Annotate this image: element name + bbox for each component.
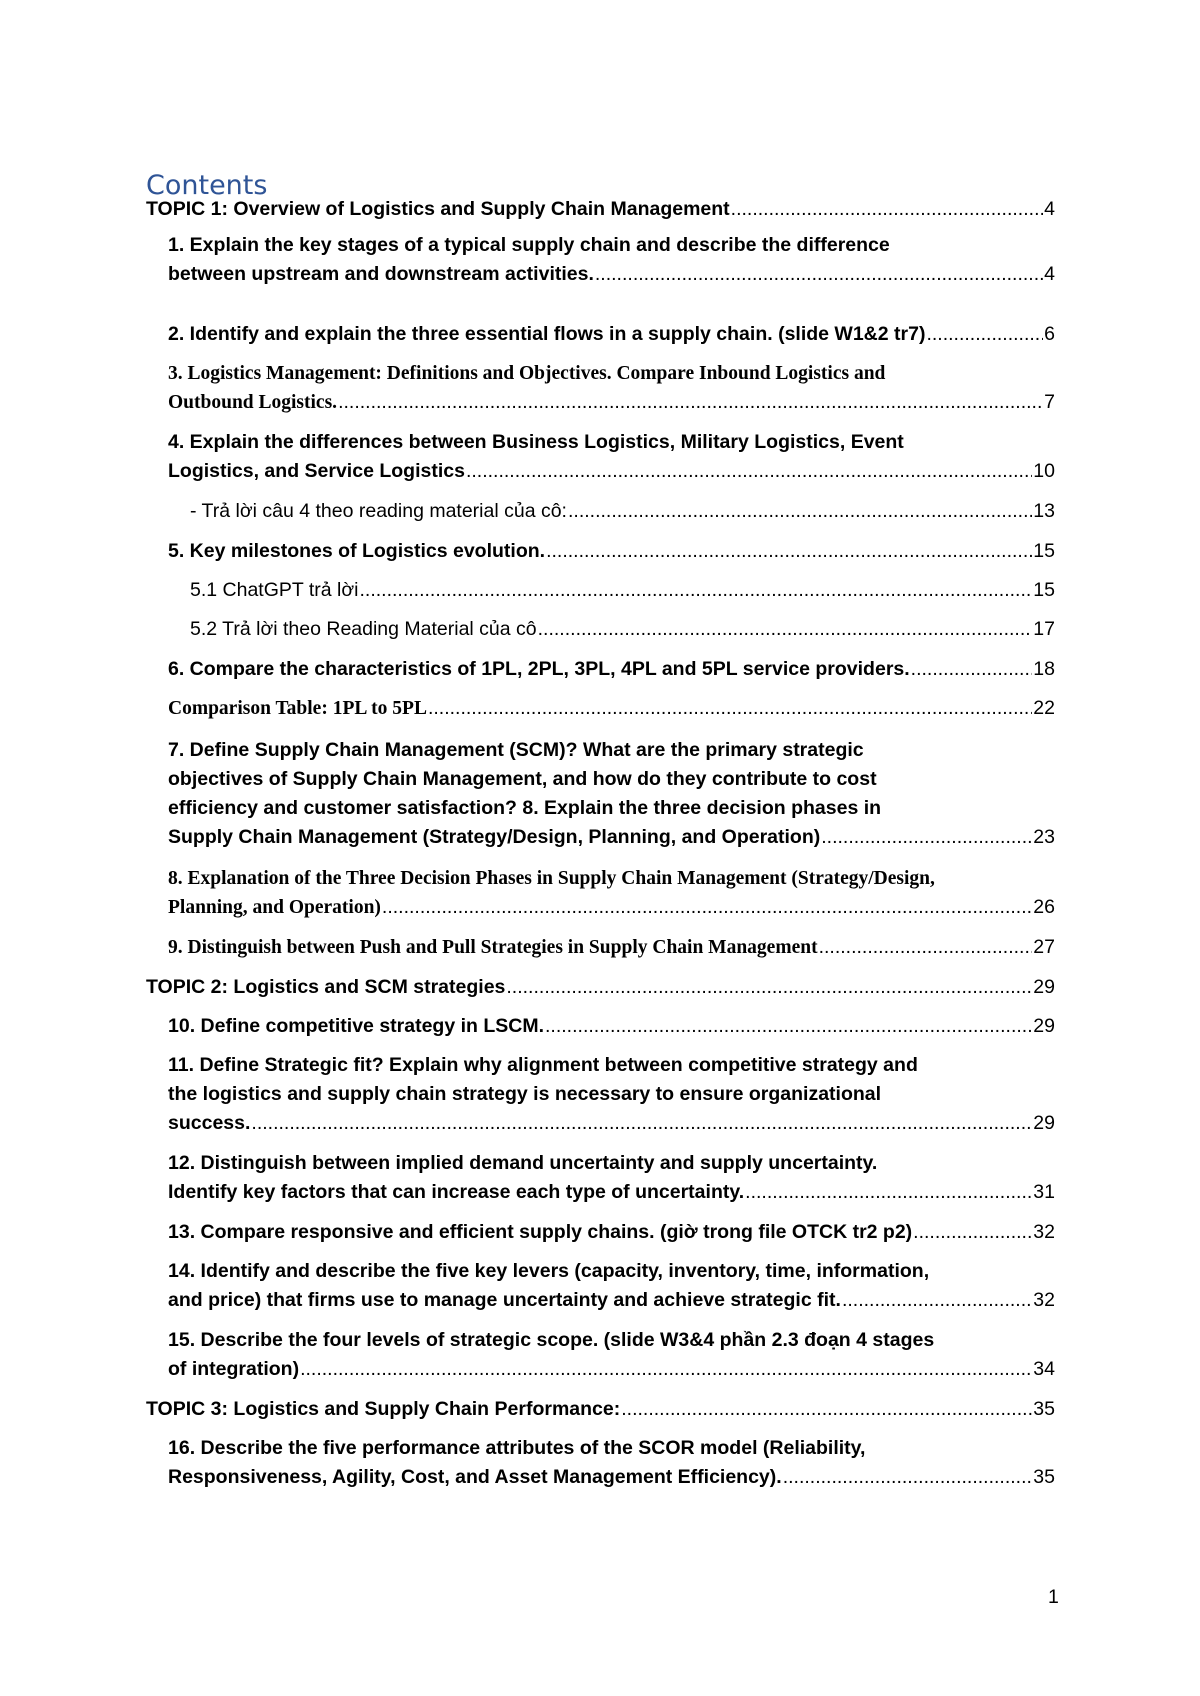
toc-page-number: 35 <box>1033 1398 1055 1420</box>
toc-entry-text: 9. Distinguish between Push and Pull Strategies in Supply Chain Management <box>168 937 818 958</box>
toc-entry-text: 12. Distinguish between implied demand uncertainty and supply uncertainty. <box>168 1152 878 1174</box>
toc-entry-16[interactable] <box>168 1434 1055 1492</box>
toc-entry-text: Logistics, and Service Logistics <box>168 460 465 482</box>
toc-entry-topic-3[interactable] <box>146 1395 1055 1424</box>
toc-entry-text: 1. Explain the key stages of a typical supply chain and describe the difference <box>168 234 890 256</box>
toc-page-number: 32 <box>1033 1221 1055 1243</box>
toc-leader-dots <box>819 933 1033 962</box>
toc-entry-12[interactable] <box>168 1149 1055 1207</box>
toc-leader-dots <box>382 893 1032 922</box>
toc-entry-text: Responsiveness, Agility, Cost, and Asset Management Efficiency). <box>168 1466 782 1488</box>
toc-leader-dots <box>568 497 1032 526</box>
toc-entry-text: 14. Identify and describe the five key levers (capacity, inventory, time, information, <box>168 1260 930 1282</box>
toc-leader-dots <box>428 694 1032 723</box>
toc-entry-text: Planning, and Operation) <box>168 897 381 918</box>
toc-entry-text: Identify key factors that can increase each type of uncertainty. <box>168 1181 745 1203</box>
toc-entry-text: TOPIC 3: Logistics and Supply Chain Performance: <box>146 1398 621 1420</box>
toc-leader-dots <box>783 1463 1033 1492</box>
toc-leader-dots <box>913 1218 1032 1247</box>
toc-leader-dots <box>506 973 1032 1002</box>
toc-entry-7[interactable] <box>168 736 1055 852</box>
toc-entry-text: 5.2 Trả lời theo Reading Material của cô <box>190 618 537 640</box>
toc-leader-dots <box>545 1012 1032 1041</box>
toc-entry-text: of integration) <box>168 1358 300 1380</box>
toc-leader-dots <box>338 388 1043 417</box>
toc-entry-15[interactable] <box>168 1326 1055 1384</box>
toc-entry-text: between upstream and downstream activities. <box>168 263 594 285</box>
toc-leader-dots <box>538 615 1033 644</box>
toc-leader-dots <box>621 1395 1032 1424</box>
toc-page-number: 22 <box>1033 697 1055 719</box>
toc-page-number: 29 <box>1033 1112 1055 1134</box>
toc-leader-dots <box>821 823 1032 852</box>
toc-entry-8[interactable] <box>168 864 1055 922</box>
toc-leader-dots <box>360 576 1033 605</box>
toc-page-number: 32 <box>1033 1289 1055 1311</box>
toc-entry-text: 15. Describe the four levels of strategic scope. (slide W3&4 phần 2.3 đoạn 4 stages <box>168 1329 935 1351</box>
toc-entry-text: 4. Explain the differences between Business Logistics, Military Logistics, Event <box>168 431 904 453</box>
toc-page-number: 29 <box>1033 976 1055 998</box>
toc-page-number: 34 <box>1033 1358 1055 1380</box>
toc-entry-text: 7. Define Supply Chain Management (SCM)? What are the primary strategic <box>168 739 864 761</box>
toc-page-number: 7 <box>1044 391 1055 413</box>
toc-entry-text: - Trả lời câu 4 theo reading material của cô: <box>190 500 567 522</box>
toc-entry-text: 11. Define Strategic fit? Explain why alignment between competitive strategy and <box>168 1054 918 1076</box>
toc-page-number: 15 <box>1033 540 1055 562</box>
toc-entry-1[interactable] <box>168 231 1055 289</box>
toc-entry-3[interactable] <box>168 359 1055 417</box>
toc-leader-dots <box>251 1109 1032 1138</box>
toc-entry-text: 10. Define competitive strategy in LSCM. <box>168 1015 545 1037</box>
toc-leader-dots <box>300 1355 1032 1384</box>
toc-entry-text: 6. Compare the characteristics of 1PL, 2PL, 3PL, 4PL and 5PL service providers. <box>168 658 910 680</box>
toc-entry-comparison-table[interactable] <box>168 694 1055 723</box>
toc-entry-14[interactable] <box>168 1257 1055 1315</box>
toc-entry-13[interactable] <box>168 1218 1055 1247</box>
toc-entry-6[interactable] <box>168 655 1055 684</box>
toc-entry-text: 5. Key milestones of Logistics evolution. <box>168 540 546 562</box>
toc-leader-dots <box>926 320 1043 349</box>
toc-entry-text: 3. Logistics Management: Definitions and Objectives. Compare Inbound Logistics and <box>168 363 886 384</box>
toc-entry-text: and price) that firms use to manage uncertainty and achieve strategic fit. <box>168 1289 841 1311</box>
toc-page-number: 18 <box>1033 658 1055 680</box>
toc-entry-text: Comparison Table: 1PL to 5PL <box>168 698 427 719</box>
toc-leader-dots <box>745 1178 1032 1207</box>
toc-page-number: 27 <box>1033 936 1055 958</box>
toc-leader-dots <box>911 655 1033 684</box>
toc-entry-text: success. <box>168 1112 251 1134</box>
toc-entry-5-2[interactable] <box>190 615 1055 644</box>
toc-page-number: 17 <box>1033 618 1055 640</box>
toc-page-number: 10 <box>1033 460 1055 482</box>
toc-leader-dots <box>842 1286 1032 1315</box>
toc-entry-text: 13. Compare responsive and efficient supply chains. (giờ trong file OTCK tr2 p2) <box>168 1221 913 1243</box>
toc-page-number: 4 <box>1044 263 1055 285</box>
toc-entry-5[interactable] <box>168 537 1055 566</box>
toc-page-number: 29 <box>1033 1015 1055 1037</box>
toc-entry-5-1[interactable] <box>190 576 1055 605</box>
toc-entry-4[interactable] <box>168 428 1055 486</box>
toc-entry-text: Outbound Logistics. <box>168 392 338 413</box>
toc-entry-topic-1[interactable] <box>146 195 1055 224</box>
toc-leader-dots <box>595 260 1043 289</box>
toc-entry-10[interactable] <box>168 1012 1055 1041</box>
toc-entry-text: TOPIC 2: Logistics and SCM strategies <box>146 976 506 998</box>
toc-entry-text: 16. Describe the five performance attributes of the SCOR model (Reliability, <box>168 1437 866 1459</box>
toc-leader-dots <box>546 537 1032 566</box>
toc-entry-text: 2. Identify and explain the three essential flows in a supply chain. (slide W1&2 tr7) <box>168 323 926 345</box>
toc-entry-2[interactable] <box>168 320 1055 349</box>
toc-entry-text: 8. Explanation of the Three Decision Phases in Supply Chain Management (Strategy/Design, <box>168 868 935 889</box>
toc-page-number: 6 <box>1044 323 1055 345</box>
toc-page-number: 26 <box>1033 896 1055 918</box>
toc-page-number: 23 <box>1033 826 1055 848</box>
page-number: 1 <box>1048 1586 1059 1608</box>
toc-entry-text: TOPIC 1: Overview of Logistics and Supply Chain Management <box>146 198 730 220</box>
toc-leader-dots <box>731 195 1043 224</box>
toc-page-number: 31 <box>1033 1181 1055 1203</box>
toc-entry-text: objectives of Supply Chain Management, and how do they contribute to cost <box>168 768 877 790</box>
toc-entry-11[interactable] <box>168 1051 1055 1138</box>
toc-page-number: 15 <box>1033 579 1055 601</box>
toc-entry-9[interactable] <box>168 933 1055 962</box>
toc-entry-text: 5.1 ChatGPT trả lời <box>190 579 359 601</box>
toc-entry-4-sub[interactable] <box>190 497 1055 526</box>
toc-entry-text: Supply Chain Management (Strategy/Design, Planning, and Operation) <box>168 826 821 848</box>
toc-entry-topic-2[interactable] <box>146 973 1055 1002</box>
toc-entry-text: the logistics and supply chain strategy is necessary to ensure organizational <box>168 1083 882 1105</box>
toc-page-number: 4 <box>1044 198 1055 220</box>
toc-page-number: 13 <box>1033 500 1055 522</box>
toc-leader-dots <box>466 457 1032 486</box>
toc-entry-text: efficiency and customer satisfaction? 8. Explain the three decision phases in <box>168 797 882 819</box>
toc-page-number: 35 <box>1033 1466 1055 1488</box>
toc-heading: Contents <box>146 170 268 201</box>
